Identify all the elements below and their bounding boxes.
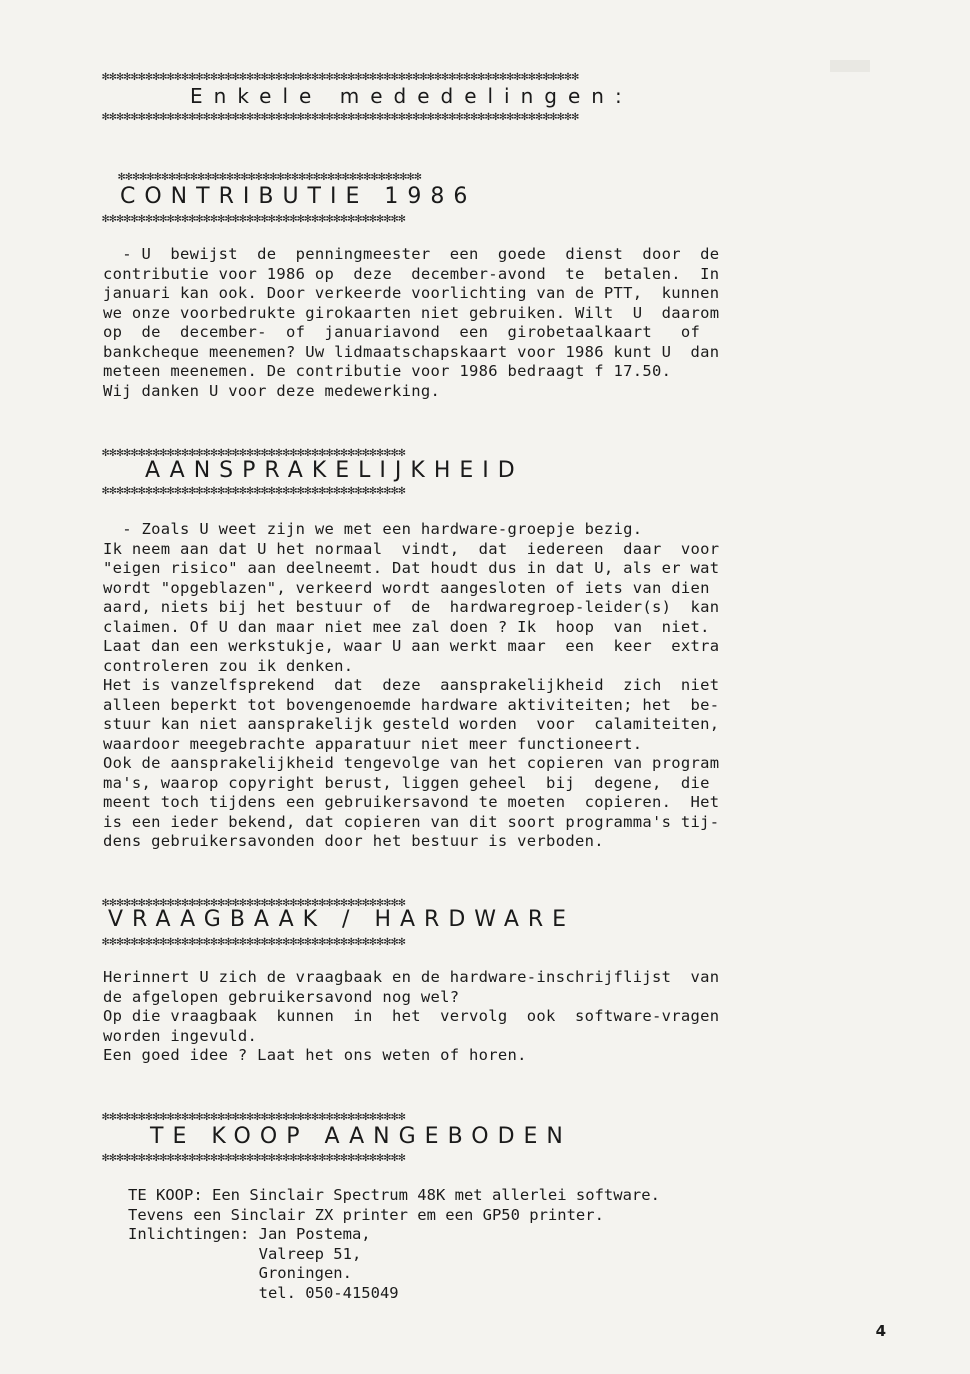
page-number: 4 bbox=[875, 1322, 886, 1340]
text-line: tel. 050-415049 bbox=[128, 1283, 399, 1302]
text-line: de afgelopen gebruikersavond nog wel? bbox=[103, 987, 460, 1006]
text-line: TE KOOP: Een Sinclair Spectrum 48K met allerlei software. bbox=[128, 1186, 660, 1204]
text-line: Ik neem aan dat U het normaal vindt, dat iedereen daar voor bbox=[103, 539, 720, 558]
text-line: wordt "opgeblazen", verkeerd wordt aangesloten of iets van dien bbox=[103, 578, 710, 597]
star-divider: ✻✻✻✻✻✻✻✻✻✻✻✻✻✻✻✻✻✻✻✻✻✻✻✻✻✻✻✻✻✻✻✻✻✻✻✻✻✻✻✻✻✻ bbox=[102, 935, 406, 947]
text-line: Op die vraagbaak kunnen in het vervolg ook software-vragen bbox=[103, 1007, 720, 1025]
text-line: dens gebruikersavonden door het bestuur is verboden. bbox=[103, 832, 604, 850]
star-divider: ✻✻✻✻✻✻✻✻✻✻✻✻✻✻✻✻✻✻✻✻✻✻✻✻✻✻✻✻✻✻✻✻✻✻✻✻✻✻✻✻✻✻ bbox=[102, 1151, 406, 1163]
text-line: - Zoals U weet zijn we met een hardware-groepje bezig. bbox=[103, 520, 643, 538]
star-divider: ✻✻✻✻✻✻✻✻✻✻✻✻✻✻✻✻✻✻✻✻✻✻✻✻✻✻✻✻✻✻✻✻✻✻✻✻✻✻✻✻✻✻✻✻✻✻✻✻✻✻✻✻✻✻✻✻✻✻✻✻✻✻✻✻✻✻ bbox=[102, 70, 579, 82]
section-heading-vraagbaak: VRAAGBAAK / HARDWARE bbox=[108, 907, 576, 932]
star-divider: ✻✻✻✻✻✻✻✻✻✻✻✻✻✻✻✻✻✻✻✻✻✻✻✻✻✻✻✻✻✻✻✻✻✻✻✻✻✻✻✻✻✻ bbox=[102, 446, 406, 458]
text-line: controleren zou ik denken. bbox=[103, 656, 354, 675]
text-line: ma's, waarop copyright berust, liggen geheel bij degene, die bbox=[103, 773, 710, 792]
text-line: Valreep 51, bbox=[128, 1244, 362, 1263]
section-heading-contributie: CONTRIBUTIE 1986 bbox=[120, 184, 477, 209]
text-line: bankcheque meenemen? Uw lidmaatschapskaart voor 1986 kunt U dan bbox=[103, 342, 720, 361]
text-line: we onze voorbedrukte girokaarten niet gebruiken. Wilt U daarom bbox=[103, 303, 720, 322]
text-line: Ook de aansprakelijkheid tengevolge van het copieren van program bbox=[103, 754, 720, 772]
text-line: Tevens een Sinclair ZX printer em een GP50 printer. bbox=[128, 1205, 604, 1224]
star-divider: ✻✻✻✻✻✻✻✻✻✻✻✻✻✻✻✻✻✻✻✻✻✻✻✻✻✻✻✻✻✻✻✻✻✻✻✻✻✻✻✻✻✻ bbox=[102, 484, 406, 496]
star-divider: ✻✻✻✻✻✻✻✻✻✻✻✻✻✻✻✻✻✻✻✻✻✻✻✻✻✻✻✻✻✻✻✻✻✻✻✻✻✻✻✻✻✻ bbox=[102, 212, 406, 224]
text-line: meent toch tijdens een gebruikersavond te moeten copieren. Het bbox=[103, 793, 720, 811]
text-line: aard, niets bij het bestuur of de hardwaregroep-leider(s) kan bbox=[103, 598, 720, 616]
section-heading-aansprakelijkheid: AANSPRAKELIJKHEID bbox=[145, 458, 524, 483]
text-line: "eigen risico" aan deelneemt. Dat houdt dus in dat U, als er wat bbox=[103, 559, 720, 577]
text-line: Herinnert U zich de vraagbaak en de hardware-inschrijflijst van bbox=[103, 968, 720, 986]
text-line: Laat dan een werkstukje, waar U aan werkt maar een keer extra bbox=[103, 637, 720, 655]
aansprakelijkheid-text bbox=[103, 520, 853, 852]
text-line: contributie voor 1986 op deze december-avond te betalen. In bbox=[103, 264, 720, 283]
star-divider: ✻✻✻✻✻✻✻✻✻✻✻✻✻✻✻✻✻✻✻✻✻✻✻✻✻✻✻✻✻✻✻✻✻✻✻✻✻✻✻✻✻✻ bbox=[118, 170, 422, 182]
text-line: claimen. Of U dan maar niet mee zal doen ? Ik hoop van niet. bbox=[103, 617, 710, 636]
text-line: Groningen. bbox=[128, 1264, 352, 1282]
section-heading-te-koop: TE KOOP AANGEBODEN bbox=[150, 1124, 572, 1149]
text-line: meteen meenemen. De contributie voor 1986 bedraagt f 17.50. bbox=[103, 362, 672, 380]
contributie-text bbox=[103, 245, 853, 401]
star-divider: ✻✻✻✻✻✻✻✻✻✻✻✻✻✻✻✻✻✻✻✻✻✻✻✻✻✻✻✻✻✻✻✻✻✻✻✻✻✻✻✻✻✻✻✻✻✻✻✻✻✻✻✻✻✻✻✻✻✻✻✻✻✻✻✻✻✻ bbox=[102, 110, 579, 122]
text-line: Inlichtingen: Jan Postema, bbox=[128, 1225, 371, 1243]
te-koop-text bbox=[128, 1186, 660, 1303]
text-line: Een goed idee ? Laat het ons weten of horen. bbox=[103, 1046, 527, 1064]
text-line: worden ingevuld. bbox=[103, 1026, 258, 1045]
text-line: op de december- of januariavond een girobetaalkaart of bbox=[103, 323, 701, 341]
text-line: alleen beperkt tot bovengenoemde hardware aktiviteiten; het be- bbox=[103, 695, 720, 714]
text-line: is een ieder bekend, dat copieren van dit soort programma's tij- bbox=[103, 812, 720, 831]
text-line: waardoor meegebrachte apparatuur niet meer functioneert. bbox=[103, 734, 643, 753]
star-divider: ✻✻✻✻✻✻✻✻✻✻✻✻✻✻✻✻✻✻✻✻✻✻✻✻✻✻✻✻✻✻✻✻✻✻✻✻✻✻✻✻✻✻ bbox=[102, 1110, 406, 1122]
text-line: Wij danken U voor deze medewerking. bbox=[103, 381, 441, 400]
text-line: januari kan ook. Door verkeerde voorlichting van de PTT, kunnen bbox=[103, 284, 720, 302]
text-line: Het is vanzelfsprekend dat deze aansprakelijkheid zich niet bbox=[103, 676, 720, 694]
text-line: stuur kan niet aansprakelijk gesteld worden voor calamiteiten, bbox=[103, 715, 720, 733]
text-line: - U bewijst de penningmeester een goede dienst door de bbox=[103, 245, 720, 263]
page-title: Enkele mededelingen: bbox=[190, 84, 633, 108]
vraagbaak-text bbox=[103, 968, 853, 1066]
star-divider: ✻✻✻✻✻✻✻✻✻✻✻✻✻✻✻✻✻✻✻✻✻✻✻✻✻✻✻✻✻✻✻✻✻✻✻✻✻✻✻✻✻✻ bbox=[102, 896, 406, 908]
